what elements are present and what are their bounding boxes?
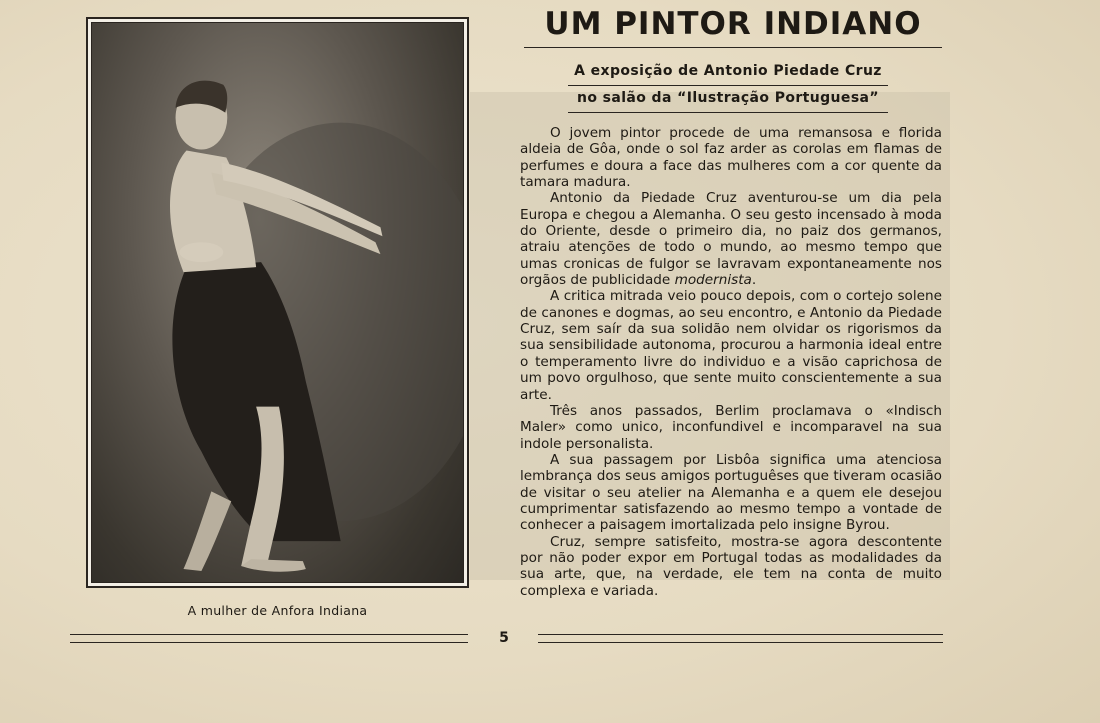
dancer-painting-image <box>92 23 463 582</box>
paragraph: A sua passagem por Lisbôa significa uma atenciosa lembrança dos seus amigos portuguêses que tiveram ocasião de visitar o seu atelier na Alemanha e a quem ele desejou cumprimentar satisfazendo ao mesmo tempo a vontade de conhecer a paisagem imortalizada pelo insigne Byrou. <box>520 451 942 534</box>
paragraph: A critica mitrada veio pouco depois, com o cortejo solene de canones e dogmas, ao seu encontro, e Antonio da Piedade Cruz, sem saír da sua solidão nem olvidar os rigorismos da sua sensibilidade autonoma, procurou a harmonia ideal entre o temperamento livre do individuo e a visão caprichosa de um povo orgulhoso, que sente muito conscientemente a sua arte. <box>520 288 942 403</box>
subtitle-rule-2 <box>568 112 888 113</box>
painting-photo-frame <box>86 17 469 588</box>
title-rule <box>524 47 942 48</box>
footer-rule <box>70 642 468 643</box>
subtitle-rule-1 <box>568 85 888 86</box>
paragraph-end: . <box>751 272 757 289</box>
footer-rule <box>538 642 943 643</box>
paragraph: Cruz, sempre satisfeito, mostra-se agora descontente por não poder expor em Portugal todas as modalidades da sua arte, que, na verdade, ele tem na conta de muito complexa e variada. <box>520 533 942 599</box>
page-number: 5 <box>499 630 509 646</box>
paragraph <box>520 190 942 288</box>
article-body <box>520 125 942 599</box>
footer-rule <box>538 634 943 635</box>
paragraph-text: Antonio da Piedade Cruz aventurou-se um dia pela Europa e chegou a Alemanha. O seu gesto incensado à moda do Oriente, desde o primeiro dia, no paiz dos germanos, atraiu atenções de todo o mundo, ao mesmo tempo que umas cronicas de fulgor se lavravam expontaneamente nos orgãos de publicidade <box>520 190 942 289</box>
paragraph: Três anos passados, Berlim proclamava o «Indisch Maler» como unico, inconfundivel e incomparavel na sua indole personalista. <box>520 402 942 452</box>
photo-caption: A mulher de Anfora Indiana <box>187 603 368 618</box>
painting-photo <box>91 22 464 583</box>
article-subtitle-line-1: A exposição de Antonio Piedade Cruz <box>574 63 882 79</box>
footer-rule <box>70 634 468 635</box>
article-subtitle-line-2: no salão da “Ilustração Portuguesa” <box>576 90 880 106</box>
paragraph: O jovem pintor procede de uma remansosa e florida aldeia de Gôa, onde o sol faz arder as corolas em flamas de perfumes e doura a face das mulheres com a cor quente da tamara madura. <box>520 125 942 191</box>
article-title: UM PINTOR INDIANO <box>544 6 922 42</box>
italic-word: modernista <box>674 272 752 289</box>
